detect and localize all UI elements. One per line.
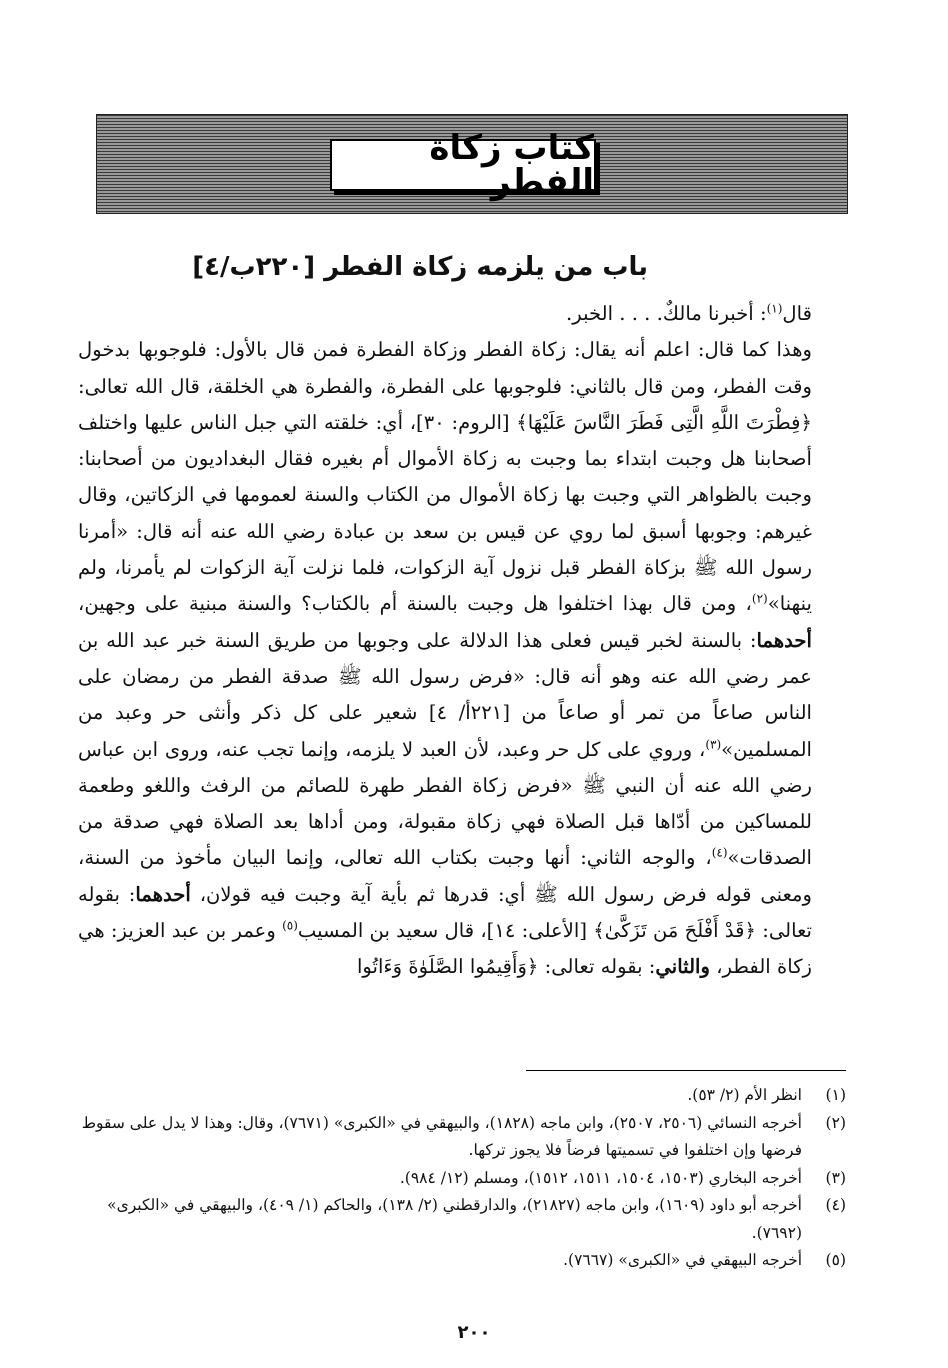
- footnote-ref-3: (٣): [705, 737, 722, 752]
- chapter-banner: [96, 114, 848, 214]
- footnote-number: (٢): [825, 1113, 846, 1132]
- main-text: [78, 296, 846, 986]
- text-run: : بالسنة لخبر قيس فعلى هذا الدلالة على وجوبها من طريق السنة خبر عبد الله بن عمر رضي الله عنه وهو أنه قال: «فرض رسول الله ﷺ صدقة الفطر من رمضان على الناس صاعاً من تمر أو صاعاً من [٢٢١أ/ ٤] شعير على كل ذكر وأنثى حر وعبد من المسلمين»: [78, 628, 812, 761]
- footnote-ref-1: (١): [766, 301, 783, 316]
- footnote-item: [78, 1247, 846, 1275]
- footnote-item: [78, 1165, 846, 1193]
- footnote-text: انظر الأم (٢/ ٥٣).: [687, 1086, 802, 1104]
- bold-term: أحدهما: [135, 882, 191, 906]
- book-title: كتاب زكاة الفطر: [429, 128, 594, 202]
- footnote-ref-4: (٤): [711, 845, 728, 860]
- banner-title-box: [330, 128, 596, 202]
- text-run: : بقوله تعالى: ﴿وَأَقِيمُوا الصَّلَوٰةَ وَءَاتُوا: [356, 955, 656, 979]
- footnote-divider: [526, 1070, 846, 1071]
- footnote-text: أخرجه النسائي (٢٥٠٦، ٢٥٠٧)، وابن ماجه (١٨٢٨)، والبيهقي في «الكبرى» (٧٦٧١)، وقال: وهذا لا يدل على سقوط فرضها وإن اختلفوا في تسميتها فرضاً فلا يجوز تركها.: [81, 1113, 802, 1159]
- footnote-ref-5: (٥): [282, 918, 298, 933]
- footnote-item: [78, 1110, 846, 1165]
- footnote-number: (٥): [825, 1251, 846, 1269]
- bold-term: أحدهما: [756, 628, 812, 652]
- footnote-item: [78, 1192, 846, 1247]
- footnote-text: أخرجه أبو داود (١٦٠٩)، وابن ماجه (٢١٨٢٧)، والدارقطني (٢/ ١٣٨)، والحاكم (١/ ٤٠٩)، والبيهقي في «الكبرى» (٧٦٩٢).: [107, 1196, 802, 1242]
- footnotes-list: [78, 1082, 846, 1275]
- text-run: وهذا كما قال: اعلم أنه يقال: زكاة الفطر وزكاة الفطرة فمن قال بالأول: فلوجوبها بدخول وقت الفطر، ومن قال بالثاني: فلوجوبها على الفطرة، والفطرة هي الخلقة، قال الله تعالى: ﴿فِطْرَتَ اللَّهِ الَّتِى فَطَرَ النَّاسَ عَلَيْهَا﴾ [الروم: ٣٠]، أي: خلقته التي جبل الناس عليها واختلف أصحابنا هل وجبت ابتداء بما وجبت به زكاة الأموال أم بغيره فقال البغداديون من أصحابنا: وجبت بالظواهر التي وجبت بها زكاة الأموال من الكتاب والسنة لعمومها في الزكاتين، وقال غيرهم: وجوبها أسبق لما روي عن قيس بن سعد بن عبادة رضي الله عنه أنه قال: «أمرنا رسول الله ﷺ بزكاة الفطر قبل نزول آية الزكوات، فلما نزلت آية الزكوات لم يأمرنا، ولم ينهنا»: [78, 338, 812, 616]
- footnote-number: (٣): [825, 1168, 846, 1187]
- paragraph-2: [78, 332, 846, 985]
- bold-term: والثاني: [655, 955, 710, 979]
- page-number: ٢٠٠: [457, 1322, 491, 1343]
- footnote-text: أخرجه البيهقي في «الكبرى» (٧٦٦٧).: [563, 1251, 802, 1269]
- text-run: ، ومن قال بهذا اختلفوا هل وجبت بالسنة أم بالكتاب؟ والسنة مبنية على وجهين،: [78, 592, 752, 616]
- paragraph-1: [78, 296, 846, 332]
- text-run: وعمر بن عبد العزيز: هي زكاة الفطر،: [78, 919, 812, 979]
- footnote-text: أخرجه البخاري (١٥٠٣، ١٥٠٤، ١٥١١، ١٥١٢)، ومسلم (١٢/ ٩٨٤).: [399, 1168, 802, 1187]
- text-run: قال: [782, 302, 812, 325]
- footnote-number: (٤): [825, 1196, 846, 1214]
- text-run: ، والوجه الثاني: أنها وجبت بكتاب الله تعالى، وإنما البيان مأخوذ من السنة، ومعنى قوله فرض رسول الله ﷺ أي: قدرها ثم بأية آية وجبت فيه قولان،: [78, 846, 813, 906]
- footnote-ref-2: (٢): [751, 591, 768, 606]
- text-run: ، وروي على كل حر وعبد، لأن العبد لا يلزمه، وإنما تجب عنه، وروى ابن عباس رضي الله عنه أن النبي ﷺ «فرض زكاة الفطر طهرة للصائم من الرفث واللغو وطعمة للمساكين من أدّاها قبل الصلاة فهي زكاة مقبولة، ومن أداها بعد الصلاة فهي صدقة من الصدقات»: [78, 737, 812, 870]
- footnote-item: [78, 1082, 846, 1110]
- footnote-number: (١): [825, 1086, 846, 1104]
- chapter-heading: باب من يلزمه زكاة الفطر [٢٢٠ب/٤]: [192, 252, 648, 282]
- text-run: : أخبرنا مالكٌ. . . . الخبر.: [566, 302, 767, 325]
- text-run: : بقوله تعالى: ﴿قَدْ أَفْلَحَ مَن تَزَكَّىٰ﴾ [الأعلى: ١٤]، قال سعيد بن المسيب: [78, 882, 812, 943]
